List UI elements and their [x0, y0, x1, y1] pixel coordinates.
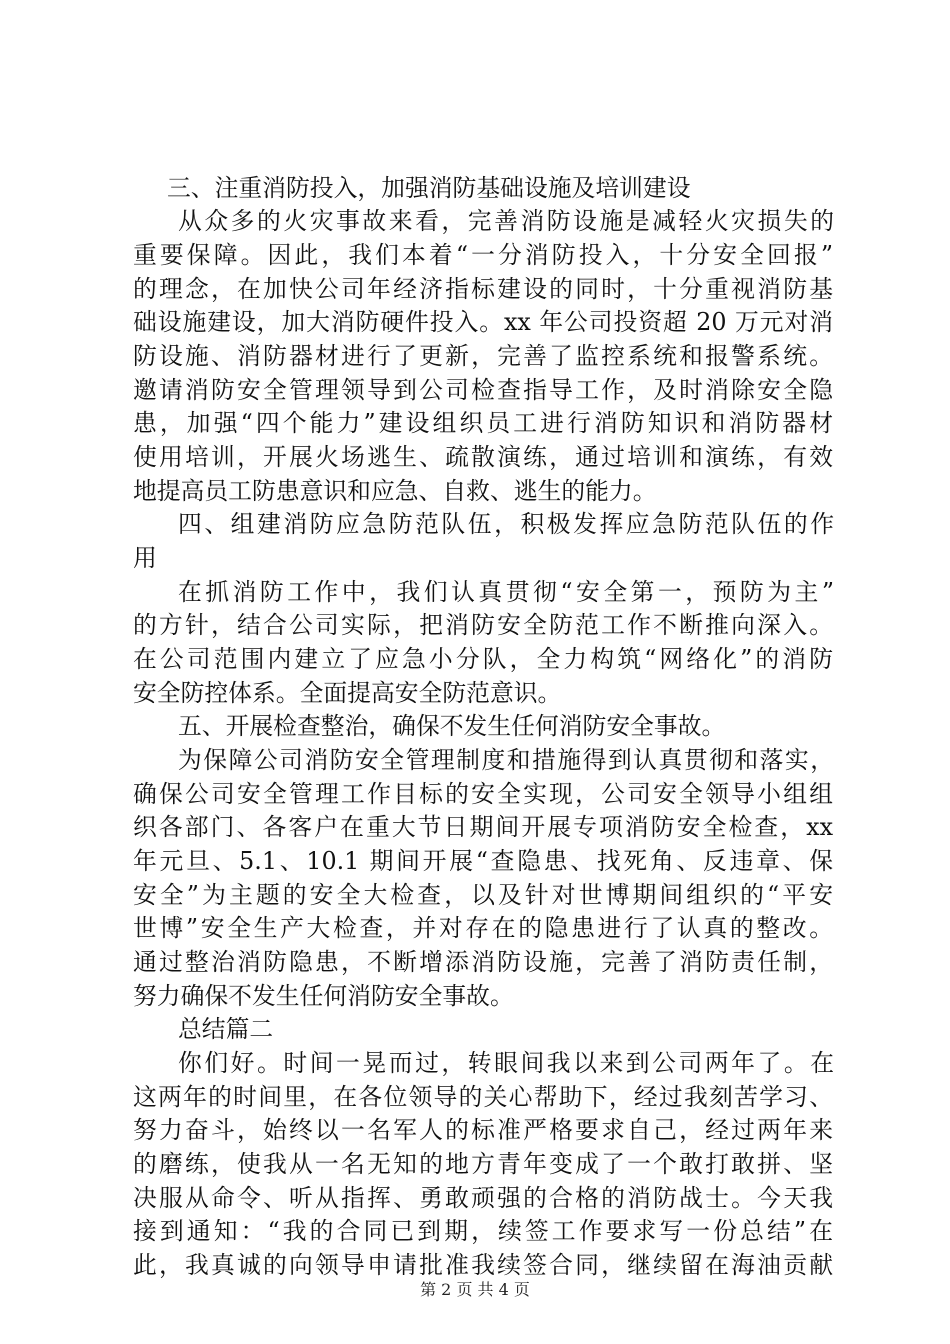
paragraph-line: 世博”安全生产大检查，并对存在的隐患进行了认真的整改。: [133, 914, 833, 942]
paragraph-line: 地提高员工防患意识和应急、自救、逃生的能力。: [133, 477, 657, 505]
paragraph-line: 此，我真诚的向领导申请批准我续签合同，继续留在海油贡献: [133, 1251, 833, 1279]
paragraph-line: 这两年的时间里，在各位领导的关心帮助下，经过我刻苦学习、: [133, 1083, 833, 1111]
paragraph-line: 安全”为主题的安全大检查，以及针对世博期间组织的“平安: [133, 881, 833, 909]
paragraph-line: 从众多的火灾事故来看，完善消防设施是减轻火灾损失的: [178, 207, 834, 235]
paragraph-line: 接到通知：“我的合同已到期，续签工作要求写一份总结”在: [133, 1217, 833, 1245]
paragraph-line: 努力确保不发生任何消防安全事故。: [133, 982, 514, 1010]
paragraph-line: 邀请消防安全管理领导到公司检查指导工作，及时消除安全隐: [133, 376, 833, 404]
section-heading-three: 三、注重消防投入，加强消防基础设施及培训建设: [167, 174, 691, 202]
section-heading-five: 五、开展检查整治，确保不发生任何消防安全事故。: [178, 712, 726, 740]
paragraph-line: 重要保障。因此，我们本着“一分消防投入，十分安全回报”: [133, 241, 833, 269]
paragraph-line: 努力奋斗，始终以一名军人的标准严格要求自己，经过两年来: [133, 1116, 833, 1144]
paragraph-line: 础设施建设，加大消防硬件投入。xx 年公司投资超 20 万元对消: [133, 308, 833, 336]
paragraph-line: 的方针，结合公司实际，把消防安全防范工作不断推向深入。: [133, 611, 833, 639]
paragraph-line: 确保公司安全管理工作目标的安全实现，公司安全领导小组组: [133, 780, 833, 808]
paragraph-line: 安全防控体系。全面提高安全防范意识。: [133, 679, 562, 707]
paragraph-line: 决服从命令、听从指挥、勇敢顽强的合格的消防战士。今天我: [133, 1184, 833, 1212]
section-heading-summary-two: 总结篇二: [178, 1015, 274, 1043]
paragraph-line: 为保障公司消防安全管理制度和措施得到认真贯彻和落实，: [178, 746, 834, 774]
page-number-footer: 第 2 页 共 4 页: [420, 1280, 530, 1299]
paragraph-line: 患，加强“四个能力”建设组织员工进行消防知识和消防器材: [133, 409, 833, 437]
paragraph-line: 的理念，在加快公司年经济指标建设的同时，十分重视消防基: [133, 275, 833, 303]
paragraph-line: 使用培训，开展火场逃生、疏散演练，通过培训和演练，有效: [133, 443, 833, 471]
paragraph-line: 织各部门、各客户在重大节日期间开展专项消防安全检查，xx: [133, 813, 833, 841]
section-heading-four-continued: 用: [133, 544, 157, 572]
paragraph-line: 的磨练，使我从一名无知的地方青年变成了一个敢打敢拼、坚: [133, 1150, 833, 1178]
paragraph-line: 防设施、消防器材进行了更新，完善了监控系统和报警系统。: [133, 342, 833, 370]
paragraph-line: 通过整治消防隐患，不断增添消防设施，完善了消防责任制，: [133, 948, 833, 976]
paragraph-line: 在抓消防工作中，我们认真贯彻“安全第一，预防为主”: [178, 578, 834, 606]
section-heading-four: 四、组建消防应急防范队伍，积极发挥应急防范队伍的作: [178, 510, 834, 538]
paragraph-line: 在公司范围内建立了应急小分队，全力构筑“网络化”的消防: [133, 645, 833, 673]
paragraph-line: 你们好。时间一晃而过，转眼间我以来到公司两年了。在: [178, 1049, 834, 1077]
paragraph-line: 年元旦、5.1、10.1 期间开展“查隐患、找死角、反违章、保: [133, 847, 833, 875]
